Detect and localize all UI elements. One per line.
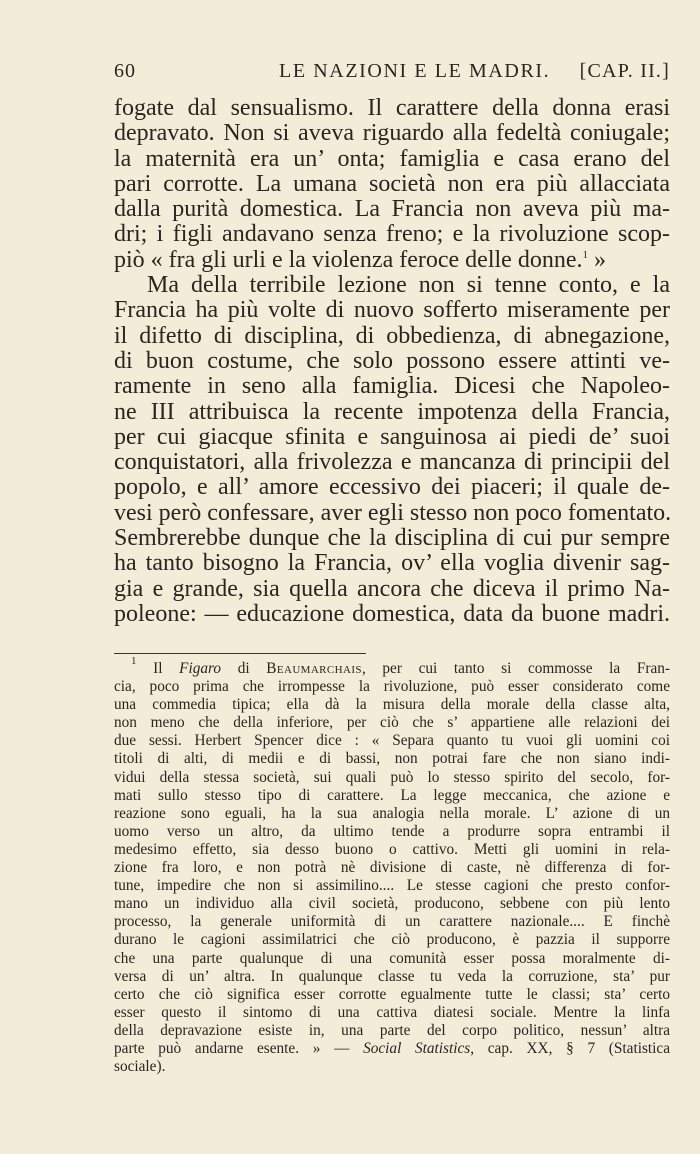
footnote-line: che una parte qualunque di una comunità esser possa moralmente di-: [114, 949, 670, 967]
text-line: ramente in seno alla famiglia. Dicesi che Napoleo-: [114, 373, 670, 400]
footnote-line: titoli di alti, di medii e di bassi, non potrai fare che non siano indi-: [114, 750, 670, 768]
footnote-line: non meno che della inferiore, per ciò che s’ appartiene alle relazioni dei: [114, 714, 670, 732]
footnote-text: , cap. XX, § 7 (Statistica: [470, 1039, 670, 1057]
footnote-line: due sessi. Herbert Spencer dice : « Separa quanto tu vuoi gli uomini coi: [114, 732, 670, 750]
footnote-divider: [114, 653, 366, 654]
text-line-paragraph-end: [114, 248, 670, 273]
footnote-line: zione fra loro, e non potrà nè divisione di caste, nè differenza di for-: [114, 859, 670, 877]
text-line: Francia ha più volte di nuovo sofferto miseramente per: [114, 297, 670, 324]
text-line: la maternità era un’ onta; famiglia e casa erano del: [114, 145, 670, 172]
text-line: di buon costume, che solo possono essere attinti ve-: [114, 347, 670, 374]
text-line: gia e grande, sia quella ancora che diceva il primo Na-: [114, 575, 670, 602]
text-line: ha tanto bisogno la Francia, ov’ ella voglia divenir sag-: [114, 550, 670, 577]
footnote-text: di: [221, 660, 267, 677]
chapter-label: [CAP. II.]: [579, 60, 670, 82]
main-text: [114, 96, 670, 627]
footnote-line: tune, impedire che non si assimilino.... Le stesse cagioni che presto confor-: [114, 877, 670, 895]
work-title-figaro: Figaro: [179, 660, 222, 677]
footnote-text: , per cui tanto si commosse la Fran-: [361, 660, 670, 677]
author-name: Beaumarchais: [266, 660, 362, 677]
footnote-reference: 1: [582, 248, 588, 261]
text-line: conquistatori, alla frivolezza e mancanza di principii del: [114, 449, 670, 476]
footnote-text: parte può andarne esente. » —: [114, 1039, 364, 1057]
footnote-line: della depravazione esiste in, una parte del corpo politico, nessun’ altra: [114, 1021, 670, 1039]
footnote-line: cia, poco prima che irrompesse la rivoluzione, può esser considerato come: [114, 678, 670, 696]
footnote-line: mati sullo stesso tipo di carattere. La legge meccanica, che azione e: [114, 786, 670, 804]
footnote-first-line: [114, 655, 670, 678]
footnote-line: certo che ciò significa esser corrotte egualmente tutte le classi; sta’ certo: [114, 985, 670, 1003]
running-header: [114, 60, 670, 86]
footnote-last-line: sociale).: [114, 1058, 166, 1076]
text-line: il difetto di disciplina, di obbedienza, di abnegazione,: [114, 322, 670, 349]
footnote-line: processo, la generale uniformità di un carattere nazionale.... E finchè: [114, 913, 670, 931]
footnote-line: esser questo il sintomo di una cattiva diatesi sociale. Mentre la linfa: [114, 1003, 670, 1021]
footnote-line: durano le cagioni assimilatrici che ciò producono, è pazzia il supporre: [114, 931, 670, 949]
footnote: [114, 655, 670, 1076]
text-line: dalla purità domestica. La Francia non aveva più ma-: [114, 196, 670, 223]
footnote-text: Il: [136, 660, 180, 677]
footnote-line: vidui della stessa società, sui quali può lo stesso spirito del secolo, for-: [114, 768, 670, 786]
work-title-social-statistics: Social Statistics: [363, 1039, 471, 1057]
footnote-citation-line: [114, 1040, 670, 1058]
text-line: per cui giacque sfinita e sanguinosa ai piedi de’ suoi: [114, 423, 670, 450]
footnote-line: una commedia tipica; ella dà la misura della morale della classe alta,: [114, 696, 670, 714]
footnote-line: medesimo effetto, sia desso buono o cattivo. Metti gli uomini in rela-: [114, 840, 670, 858]
page-number: 60: [114, 60, 136, 82]
footnote-line: versa di un’ altra. In qualunque classe tu veda la corruzione, sta’ pur: [114, 967, 670, 985]
text-line-paragraph-start: Ma della terribile lezione non si tenne conto, e la: [147, 272, 670, 299]
text-line: pari corrotte. La umana società non era più allacciata: [114, 170, 670, 197]
text-line: ne III attribuisca la recente impotenza della Francia,: [114, 398, 670, 425]
running-title: LE NAZIONI E LE MADRI.: [279, 60, 551, 82]
footnote-line: reazione sono eguali, ha la sua analogia nella morale. L’ azione di un: [114, 804, 670, 822]
footnote-line: mano un individuo alla civil società, producono, sebbene con più lento: [114, 895, 670, 913]
text-line: poleone: — educazione domestica, data da buone madri.: [114, 600, 670, 627]
text-line: fogate dal sensualismo. Il carattere della donna erasi: [114, 95, 670, 121]
text-line: dri; i figli andavano senza freno; e la rivoluzione scop-: [114, 221, 670, 248]
text-line-content: piò « fra gli urli e la violenza feroce delle donne.: [114, 246, 583, 273]
footnote-line: uomo verso un altro, da ultimo tende a produrre sopra entrambi il: [114, 822, 670, 840]
text-line: popolo, e all’ amore eccessivo dei piaceri; il quale de-: [114, 474, 670, 501]
footnote-marker: 1: [131, 655, 137, 667]
text-line: Sembrerebbe dunque che la disciplina di cui pur sempre: [114, 525, 670, 552]
text-line: depravato. Non si aveva riguardo alla fedeltà coniugale;: [114, 120, 670, 147]
closing-quote: »: [587, 246, 606, 273]
text-line: vesi però confessare, aver egli stesso non poco fomentato.: [114, 499, 672, 526]
